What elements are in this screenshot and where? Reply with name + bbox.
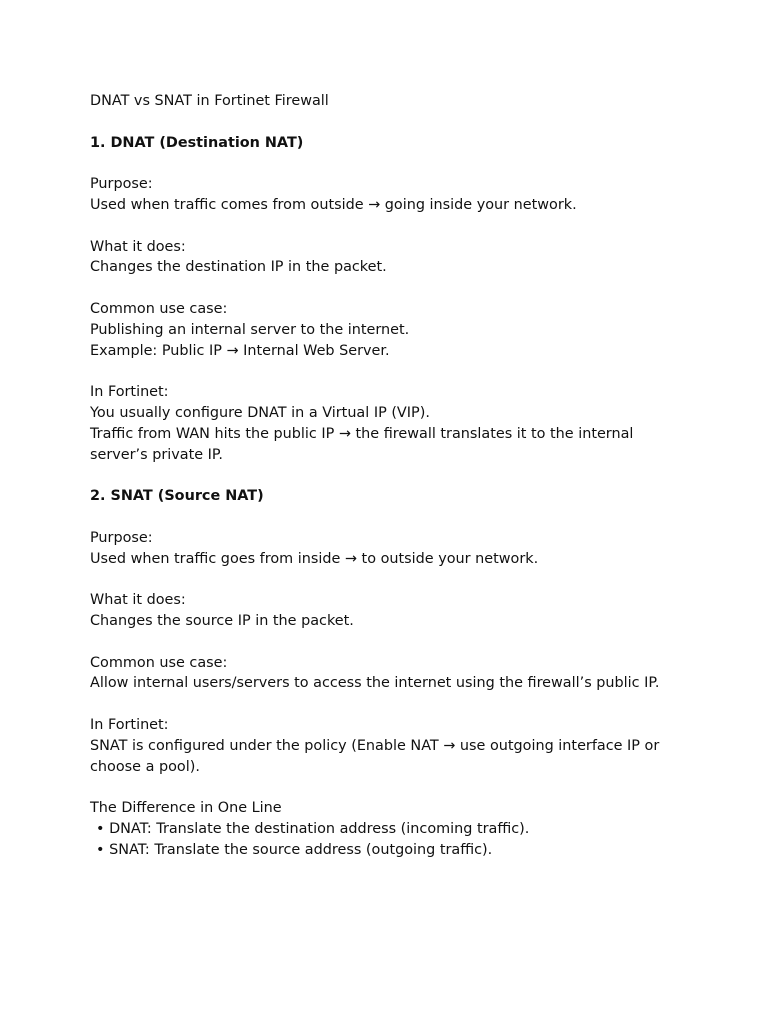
dnat-fortinet-text-1: You usually configure DNAT in a Virtual IP (VIP). [90,404,430,421]
snat-fortinet-label: In Fortinet: [90,716,169,733]
dnat-purpose-text: Used when traffic comes from outside → going inside your network. [90,196,577,213]
snat-purpose-label: Purpose: [90,529,153,546]
snat-does-label: What it does: [90,592,186,609]
document-title: DNAT vs SNAT in Fortinet Firewall [90,93,329,109]
dnat-usecase-label: Common use case: [90,300,228,317]
snat-purpose-text: Used when traffic goes from inside → to outside your network. [90,550,539,567]
dnat-heading: 1. DNAT (Destination NAT) [90,134,304,151]
dnat-does-text: Changes the destination IP in the packet. [90,259,387,276]
snat-heading: 2. SNAT (Source NAT) [90,488,264,505]
dnat-purpose-label: Purpose: [90,176,153,193]
snat-usecase-label: Common use case: [90,654,228,671]
snat-does-text: Changes the source IP in the packet. [90,612,354,629]
snat-fortinet-text: SNAT is configured under the policy (Enable NAT → use outgoing interface IP or choose a pool). [90,737,660,775]
difference-heading: The Difference in One Line [90,800,282,817]
difference-bullet-snat: • SNAT: Translate the source address (outgoing traffic). [96,841,493,858]
snat-usecase-text: Allow internal users/servers to access the internet using the firewall’s public IP. [90,675,660,692]
difference-bullet-dnat: • DNAT: Translate the destination address (incoming traffic). [96,820,530,837]
dnat-example-text: Example: Public IP → Internal Web Server. [90,342,390,359]
dnat-fortinet-text-2: Traffic from WAN hits the public IP → the firewall translates it to the internal server’s private IP. [90,425,634,463]
dnat-does-label: What it does: [90,238,186,255]
dnat-fortinet-label: In Fortinet: [90,384,169,401]
dnat-usecase-text: Publishing an internal server to the internet. [90,321,410,338]
document-page [90,91,680,860]
